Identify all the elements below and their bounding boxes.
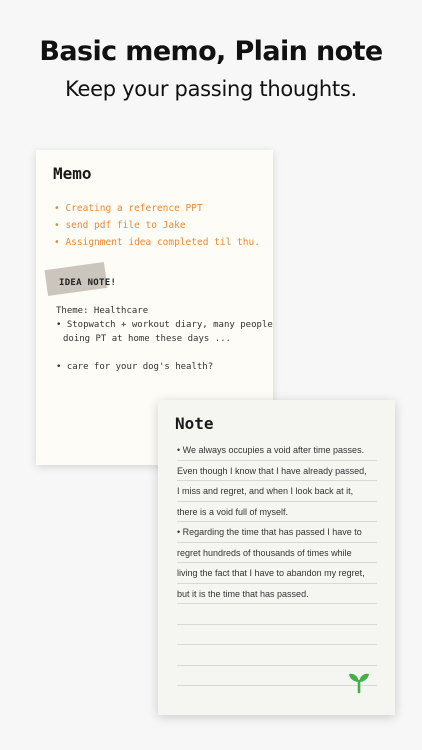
note-line: • Regarding the time that has passed I have to bbox=[177, 522, 377, 543]
memo-list bbox=[54, 200, 260, 251]
header bbox=[0, 36, 422, 101]
memo-title: Memo bbox=[53, 164, 92, 183]
note-line: regret hundreds of thousands of times while bbox=[177, 543, 377, 564]
tape-label: IDEA NOTE! bbox=[59, 278, 117, 288]
idea-line: • Stopwatch + workout diary, many people bbox=[56, 320, 273, 330]
sprout-icon bbox=[347, 670, 371, 694]
note-card[interactable] bbox=[158, 400, 395, 715]
note-line: living the fact that I have to abandon my regret, bbox=[177, 563, 377, 584]
page-title: Basic memo, Plain note bbox=[39, 36, 383, 67]
note-line bbox=[177, 604, 377, 625]
idea-line: doing PT at home these days ... bbox=[63, 334, 231, 344]
idea-line-gap bbox=[56, 346, 266, 360]
note-line: but it is the time that has passed. bbox=[177, 584, 377, 605]
memo-item[interactable]: • Assignment idea completed til thu. bbox=[54, 237, 260, 248]
page-subtitle: Keep your passing thoughts. bbox=[65, 77, 357, 101]
note-line: I miss and regret, and when I look back at it, bbox=[177, 481, 377, 502]
idea-note-text bbox=[56, 304, 273, 374]
note-line: Even though I know that I have already passed, bbox=[177, 461, 377, 482]
note-lines[interactable] bbox=[177, 440, 377, 686]
note-line bbox=[177, 625, 377, 646]
idea-line: • care for your dog's health? bbox=[56, 362, 214, 372]
note-line bbox=[177, 645, 377, 666]
idea-line: Theme: Healthcare bbox=[56, 306, 149, 316]
memo-item[interactable]: • Creating a reference PPT bbox=[54, 203, 203, 214]
note-line: there is a void full of myself. bbox=[177, 502, 377, 523]
memo-item[interactable]: • send pdf file to Jake bbox=[54, 220, 186, 231]
note-line: • We always occupies a void after time passes. bbox=[177, 440, 377, 461]
note-title: Note bbox=[175, 414, 214, 433]
